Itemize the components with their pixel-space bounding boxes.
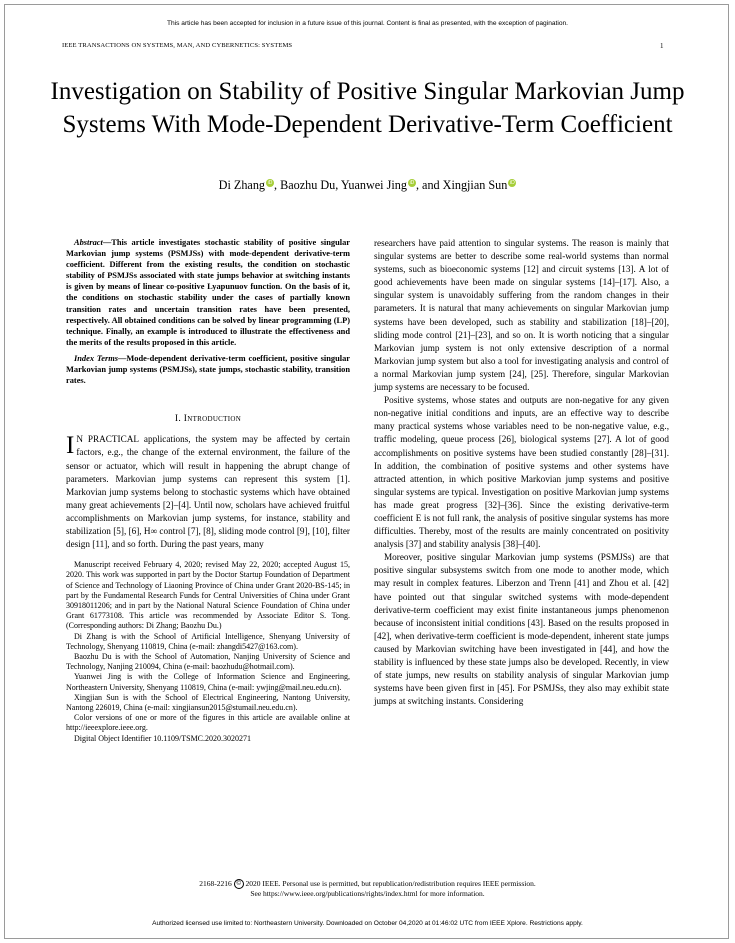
abstract-label: Abstract — [74, 238, 103, 247]
intro-lead-caps: N PRACTICAL — [76, 434, 139, 445]
author-name: , and Xingjian Sun — [415, 178, 508, 192]
orcid-icon[interactable]: iD — [267, 179, 273, 186]
index-terms-text: —Mode-dependent derivative-term coefficient, positive singular Markovian jump systems (PSMJSs), state jumps, stochastic stability, transition rates. — [66, 353, 350, 386]
author-name: , Baozhu Du, Yuanwei Jing — [274, 178, 407, 192]
abstract-text: —This article investigates stochastic stability of positive singular Markovian jump systems (PSMJSs) with mode-dependent derivative-term coefficient. Different from the existing results, the condition on stochastic stability of PSMJSs associated with state jumps behavior at switching instants is given by means of linear co-positive Lyapunuov function. On the basis of it, the conditions on stochastic stability under the cases of partially known transition rates and uncertain transition rates have been presented, respectively. All obtained conditions can be solved by linear programming (LP) technique. Finally, an example is introduced to illustrate the effectiveness and the merits of the results proposed in this article. — [66, 238, 350, 347]
footnote: Xingjian Sun is with the School of Electrical Engineering, Nantong University, Nantong 226019, China (e-mail: xingjiansun2015@stumail.neu.edu.cn). — [66, 692, 350, 712]
footnote: Manuscript received February 4, 2020; revised May 22, 2020; accepted August 15, 2020. This work was supported in part by the Doctor Startup Foundation of Department of Science and Technology of Liaoning Province of China under Grant 2020-BS-145; in part by the Fundamental Research Funds for Central Universities of China under Grant 3091801120​6; and in part by the National Natural Science Foundation of China under Grant 61773108. This article was recommended by Associate Editor S. Tong. (Corresponding authors: Di Zhang; Baozhu Du.) — [66, 560, 350, 631]
intro-text: applications, the system may be affected by certain factors, e.g., the change of the external environment, the failure of the sensor or actuator, which will result in happening the abrupt change of parameters. Markovian jump systems can represent this system [1]. Markovian jump systems belong to stochastic systems which have obtained many great achievements [2]–[4]. Until now, scholars have achieved fruitful accomplishments on Markovian jump systems, for instance, stability and stabilization [5], [6], H∞ control [7], [8], sliding mode control [9], [10], filter design [11], and so forth. During the past years, many — [66, 434, 350, 550]
author-list — [40, 178, 695, 193]
index-terms-label: Index Terms — [74, 353, 119, 363]
footnote: Di Zhang is with the School of Artificial Intelligence, Shenyang University of Technology, Shenyang 110819, China (e-mail: zhangdi5427@163.com). — [66, 631, 350, 651]
abstract — [66, 237, 350, 348]
copyright-footer — [0, 879, 735, 899]
footnote-doi: Digital Object Identifier 10.1109/TSMC.2020.3020271 — [74, 733, 252, 743]
left-column — [66, 237, 350, 744]
body-paragraph: Moreover, positive singular Markovian jump systems (PSMJSs) are that positive singular subsystems switch from one mode to another mode, which may result in complex features. Liberzon and Trenn [41] and Zhou et al. [42] have pointed out that singular switched systems with mode-dependent derivative-term coefficient may exist finite instantaneous jumps phenomenon because of inconsistent initial conditions [43]. Based on the results proposed in [42], when derivative-term coefficient is mode-dependent, inherent state jumps caused by Markovian switching have been investigated in [44], and how the stability is influenced by these state jumps also be developed. Recently, in view of state jumps, new results on stability analysis of singular Markovian jump systems have been given first in [45]. For PSMJSs, they also may exhibit state jumps at switching instants. Considering — [374, 552, 669, 707]
body-paragraph: researchers have paid attention to singular systems. The reason is mainly that singular systems are better to describe some real-world systems than normal systems, such as bioeconomic systems [12] and circuit systems [13]. A lot of good achievements have been made on singular systems [14]–[17]. Also, a singular system is unavoidably suffering from the random changes in their parameters. It is natural that many achievements on singular Markovian jump systems have been developed, such as stability and stabilization [18]–[20], sliding mode control [21]–[23], and so on. It is worth noticing that a singular Markovian jump system is not only extensive description of a normal Markovian jump system but also a tool for investigating analysis and control of a normal Markovian jump system [24], [25]. Therefore, singular Markovian jump systems are necessary to be focused. — [374, 238, 669, 393]
right-column — [374, 237, 669, 708]
copyright-text: 2020 IEEE. Personal use is permitted, but republication/redistribution requires IEEE permission. — [245, 879, 536, 888]
section-number: I. — [174, 414, 182, 425]
issn: 2168-2216 — [199, 879, 232, 888]
body-paragraph: Positive systems, whose states and outputs are non-negative for any given non-negative initial conditions and inputs, are an effective way to describe many practical systems whose variables need to be non-negative value, e.g., traffic modeling, queue process [26], biological systems [27]. A lot of good accomplishments on positive systems have been studied constantly [28]–[31]. In addition, the combination of positive systems and other systems have attracted attention, in which positive Markovian jump systems and positive singular systems are typical. Investigation on positive Markovian jump systems has made great progress [32]–[36]. Since the existing derivative-term coefficient E is not full rank, the analysis of positive singular systems has more difficulties. Thereby, most of the results are mainly concentrated on positivity analysis [37] and stability analysis [38]–[40]. — [374, 395, 669, 550]
footnotes — [66, 560, 350, 744]
author-name: Di Zhang — [218, 178, 266, 192]
page-number: 1 — [660, 42, 664, 50]
index-terms — [66, 353, 350, 386]
acceptance-notice: This article has been accepted for inclusion in a future issue of this journal. Content is final as presented, with the exception of pagination. — [167, 20, 568, 27]
section-title: Introduction — [183, 414, 242, 425]
footnote: Color versions of one or more of the figures in this article are available online at http://ieeexplore.ieee.org. — [66, 713, 350, 733]
running-head: IEEE TRANSACTIONS ON SYSTEMS, MAN, AND CYBERNETICS: SYSTEMS — [62, 42, 293, 49]
orcid-icon[interactable]: iD — [509, 179, 515, 186]
copyright-icon: © — [234, 879, 244, 889]
footnote: Yuanwei Jing is with the College of Information Science and Engineering, Northeastern University, Shenyang 110819, China (e-mail: ywjing@mail.neu.edu.cn). — [66, 672, 350, 692]
intro-paragraph — [66, 433, 350, 551]
paper-title: Investigation on Stability of Positive Singular Markovian Jump Systems With Mode-Dependent Derivative-Term Coefficient — [50, 78, 685, 138]
footnote: Baozhu Du is with the School of Automation, Nanjing University of Science and Technology, Nanjing 210094, China (e-mail: baozhudu@hotmail.com). — [66, 651, 350, 672]
drop-cap: I — [66, 432, 75, 460]
section-heading — [66, 413, 350, 426]
license-notice: Authorized licensed use limited to: Northeastern University. Downloaded on October 04,2020 at 01:46:02 UTC from IEEE Xplore. Restrictions apply. — [152, 920, 583, 927]
orcid-icon[interactable]: iD — [409, 179, 415, 186]
rights-link[interactable]: See https://www.ieee.org/publications/rights/index.html for more information. — [250, 889, 485, 899]
